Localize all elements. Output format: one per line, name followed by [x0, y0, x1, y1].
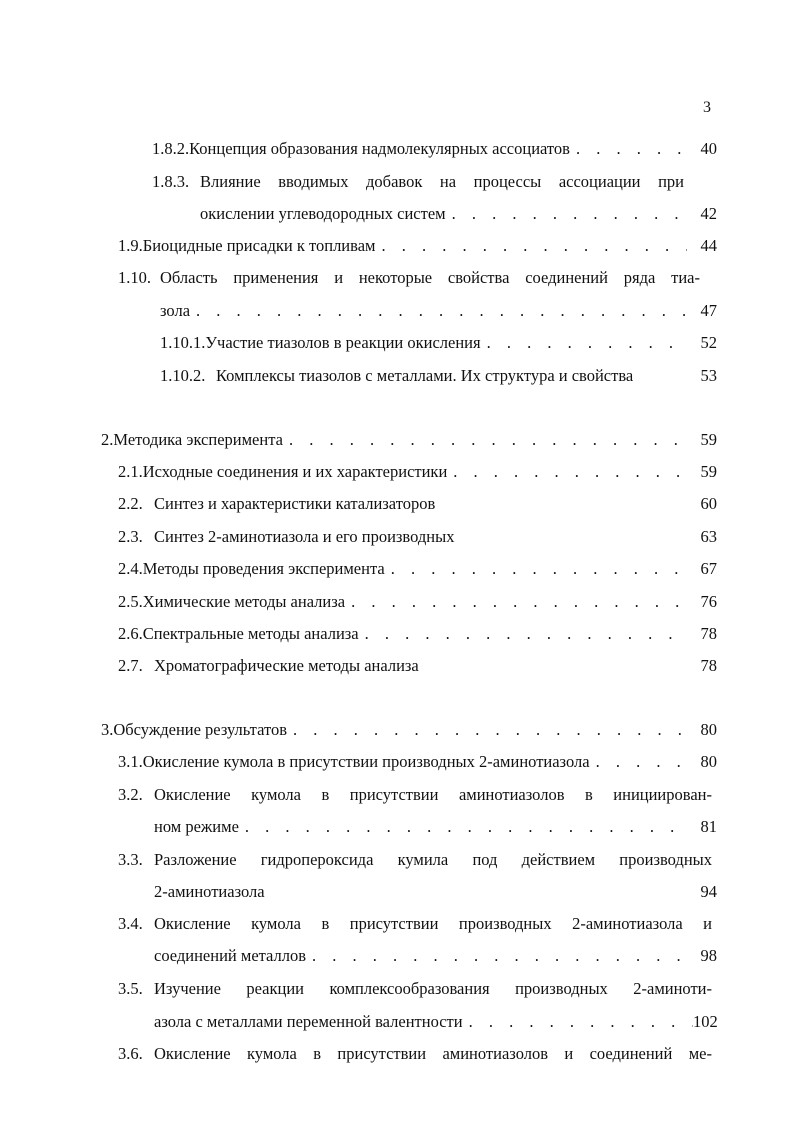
- toc-title: Методы проведения эксперимента: [142, 559, 385, 578]
- toc-title: Изучение реакции комплексообразования производных 2-аминоти-: [154, 979, 712, 998]
- toc-title: Биоцидные присадки к топливам: [142, 236, 376, 255]
- toc-title: Спектральные методы анализа: [142, 624, 359, 643]
- toc-entry-1-10-1[interactable]: [160, 333, 717, 353]
- toc-page: 102: [693, 1012, 718, 1031]
- toc-page: 80: [700, 752, 717, 771]
- toc-title: Обсуждение результатов: [113, 720, 287, 739]
- toc-number: 3.6.: [118, 1044, 143, 1063]
- toc-entry-1-10[interactable]: [118, 268, 717, 288]
- toc-number: 2.7.: [118, 656, 143, 675]
- toc-number: 3.5.: [118, 979, 143, 998]
- toc-leader: [596, 752, 687, 772]
- toc-entry-3-4[interactable]: [118, 914, 717, 934]
- toc-title-cont: азола с металлами переменной валентности: [154, 1012, 463, 1031]
- toc-title: Участие тиазолов в реакции окисления: [205, 333, 481, 352]
- toc-entry-3-1[interactable]: [118, 752, 717, 772]
- toc-leader: [365, 624, 687, 644]
- toc-number: 2.: [101, 430, 114, 449]
- toc-number: 1.9.: [118, 236, 143, 255]
- toc-page: 80: [700, 720, 717, 739]
- toc-number: 2.6.: [118, 624, 143, 643]
- toc-leader: [391, 559, 687, 579]
- toc-entry-1-8-2[interactable]: [152, 139, 717, 159]
- toc-entry-3-3-cont[interactable]: [154, 882, 717, 902]
- toc-leader: [487, 333, 687, 353]
- toc-number: 1.8.2.: [152, 139, 190, 158]
- toc-entry-3-5-cont[interactable]: [154, 1012, 717, 1032]
- toc-entry-3-5[interactable]: [118, 979, 717, 999]
- toc-page: 63: [700, 527, 717, 546]
- toc-number: 3.1.: [118, 752, 143, 771]
- toc-page: 60: [700, 494, 717, 513]
- toc-page: 81: [700, 817, 717, 836]
- toc-title: Концепция образования надмолекулярных ассоциатов: [189, 139, 570, 158]
- toc-entry-2[interactable]: [101, 430, 717, 450]
- toc-entry-1-9[interactable]: [118, 236, 717, 256]
- toc-title-cont: зола: [160, 301, 191, 320]
- toc-number: 3.: [101, 720, 114, 739]
- toc-entry-2-6[interactable]: [118, 624, 717, 644]
- toc-title-cont: ном режиме: [154, 817, 239, 836]
- toc-entry-1-8-3[interactable]: [152, 172, 717, 192]
- toc-entry-3-6[interactable]: [118, 1044, 717, 1064]
- toc-entry-2-3[interactable]: [118, 527, 717, 547]
- toc-leader: [452, 204, 687, 224]
- toc-title: Хроматографические методы анализа: [154, 656, 419, 675]
- toc-page: 53: [700, 366, 717, 385]
- toc-page: 98: [700, 946, 717, 965]
- toc-page: 78: [700, 624, 717, 643]
- toc-page: 67: [700, 559, 717, 578]
- toc-title: Химические методы анализа: [142, 592, 346, 611]
- toc-title-cont: соединений металлов: [154, 946, 307, 965]
- toc-entry-2-2[interactable]: [118, 494, 717, 514]
- toc-leader: [289, 430, 687, 450]
- toc-entry-3-2-cont[interactable]: [154, 817, 717, 837]
- toc-title: Влияние вводимых добавок на процессы ассоциации при: [200, 172, 684, 191]
- toc-page: 78: [700, 656, 717, 675]
- toc-title: Разложение гидропероксида кумила под действием производных: [154, 850, 712, 869]
- toc-number: 2.5.: [118, 592, 143, 611]
- toc-entry-3-4-cont[interactable]: [154, 946, 717, 966]
- toc-leader: [312, 946, 687, 966]
- toc-title: Окисление кумола в присутствии аминотиазолов в инициирован-: [154, 785, 712, 804]
- toc-title: Синтез и характеристики катализаторов: [154, 494, 436, 513]
- toc-leader: [196, 301, 687, 321]
- toc-number: 1.10.: [118, 268, 151, 287]
- toc-title: Окисление кумола в присутствии производных 2-аминотиазола: [142, 752, 590, 771]
- toc-number: 3.4.: [118, 914, 143, 933]
- toc-leader: [469, 1012, 693, 1032]
- toc-entry-1-10-2[interactable]: [160, 366, 717, 386]
- toc-leader: [245, 817, 687, 837]
- toc-title-cont: окислении углеводородных систем: [200, 204, 446, 223]
- toc-page: 76: [700, 592, 717, 611]
- toc-number: 2.1.: [118, 462, 143, 481]
- toc-number: 1.10.1.: [160, 333, 206, 352]
- toc-page: 59: [700, 462, 717, 481]
- toc-title: Методика эксперимента: [113, 430, 283, 449]
- toc-entry-3-2[interactable]: [118, 785, 717, 805]
- toc-page: 94: [700, 882, 717, 901]
- toc-page: 59: [700, 430, 717, 449]
- toc-number: 1.8.3.: [152, 172, 190, 191]
- toc-number: 3.2.: [118, 785, 143, 804]
- toc-entry-2-5[interactable]: [118, 592, 717, 612]
- toc-leader: [576, 139, 687, 159]
- toc-entry-2-4[interactable]: [118, 559, 717, 579]
- toc-title: Окисление кумола в присутствии производных 2-аминотиазола и: [154, 914, 712, 933]
- toc-entry-1-10-cont[interactable]: [160, 301, 717, 321]
- toc-title: Комплексы тиазолов с металлами. Их структура и свойства: [216, 366, 634, 385]
- page-number: 3: [703, 99, 711, 116]
- toc-number: 2.3.: [118, 527, 143, 546]
- toc-leader: [453, 462, 687, 482]
- toc-page: 52: [700, 333, 717, 352]
- toc-leader: [351, 592, 687, 612]
- toc-title: Окисление кумола в присутствии аминотиазолов и соединений ме-: [154, 1044, 712, 1063]
- toc-page: 40: [700, 139, 717, 158]
- toc-number: 2.2.: [118, 494, 143, 513]
- toc-title-cont: 2-аминотиазола: [154, 882, 265, 901]
- toc-page: 42: [700, 204, 717, 223]
- toc-number: 2.4.: [118, 559, 143, 578]
- toc-page: 44: [700, 236, 717, 255]
- toc-title: Исходные соединения и их характеристики: [142, 462, 448, 481]
- toc-page: 47: [700, 301, 717, 320]
- toc-number: 3.3.: [118, 850, 143, 869]
- toc-entry-2-7[interactable]: [118, 656, 717, 676]
- toc-leader: [381, 236, 687, 256]
- toc-entry-2-1[interactable]: [118, 462, 717, 482]
- toc-title: Синтез 2-аминотиазола и его производных: [154, 527, 455, 546]
- toc-title: Область применения и некоторые свойства соединений ряда тиа-: [160, 268, 700, 287]
- toc-number: 1.10.2.: [160, 366, 206, 385]
- toc-entry-3[interactable]: [101, 720, 717, 740]
- toc-entry-3-3[interactable]: [118, 850, 717, 870]
- toc-leader: [293, 720, 687, 740]
- toc-entry-1-8-3-cont[interactable]: [200, 204, 717, 224]
